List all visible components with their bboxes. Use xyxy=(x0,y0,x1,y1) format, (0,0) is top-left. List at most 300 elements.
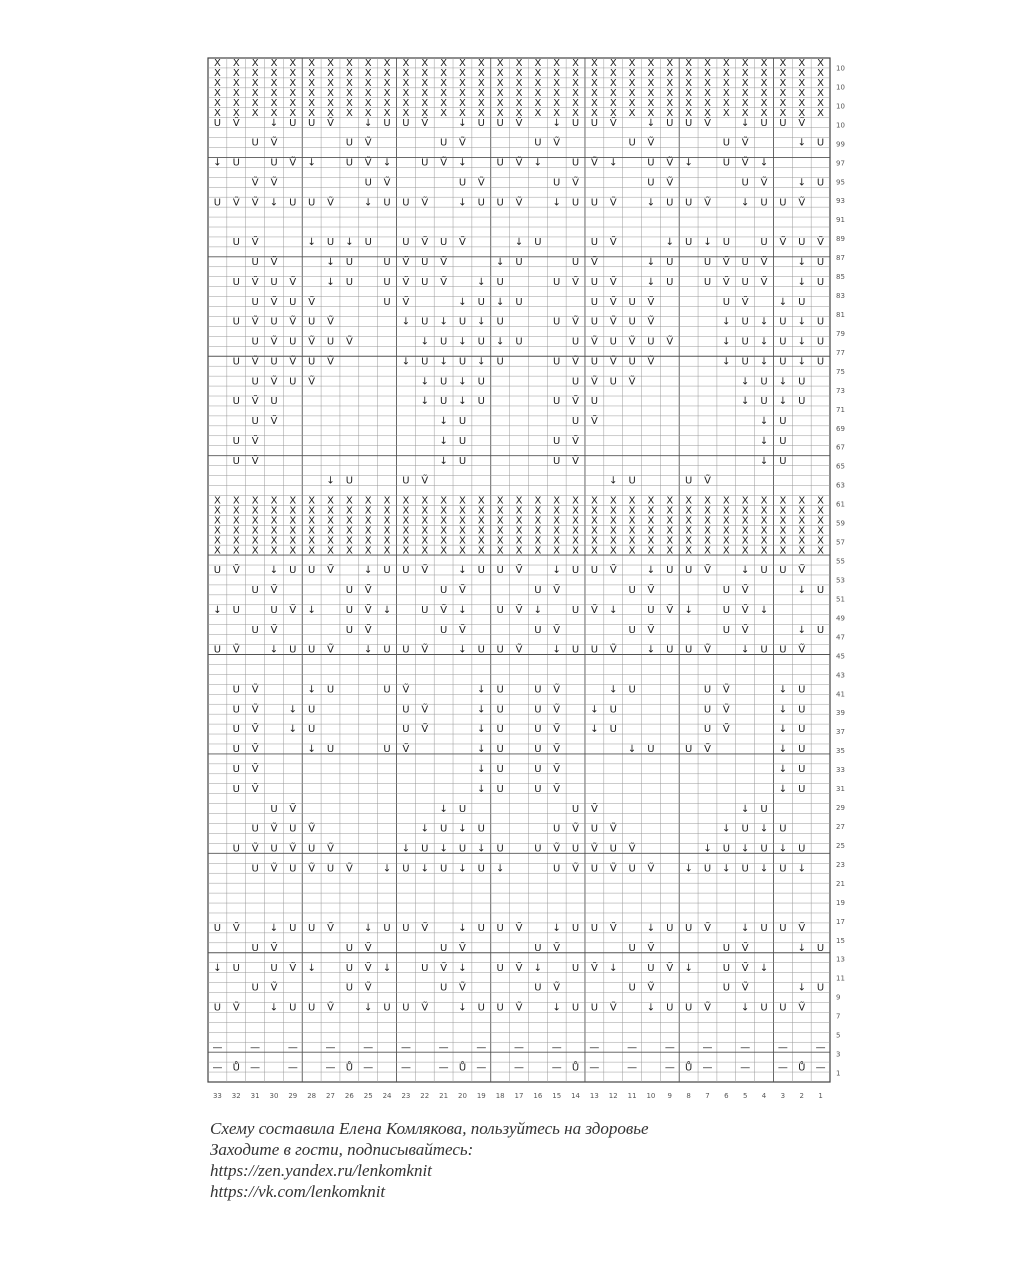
chart-symbol-V: Ṽ xyxy=(628,336,636,348)
chart-symbol-X: X xyxy=(214,107,221,119)
chart-symbol-A: ↓ xyxy=(665,237,674,249)
chart-symbol-X: X xyxy=(685,505,693,517)
chart-symbol-U: U xyxy=(270,316,278,328)
chart-symbol-X: X xyxy=(515,535,523,547)
chart-symbol-U: U xyxy=(703,704,712,716)
chart-symbol-A: ↓ xyxy=(684,604,693,616)
chart-symbol-U: U xyxy=(553,823,561,835)
chart-symbol-V: Ṽ xyxy=(553,704,561,716)
chart-symbol-U: U xyxy=(477,117,485,129)
caption-vk-link[interactable]: https://vk.com/lenkomknit xyxy=(210,1182,386,1201)
chart-symbol-X: X xyxy=(289,107,297,119)
chart-symbol-U: U xyxy=(345,604,354,616)
chart-symbol-X: X xyxy=(704,535,711,547)
chart-symbol-U: U xyxy=(553,435,561,447)
chart-symbol--: — xyxy=(438,1042,449,1054)
chart-symbol-U: U xyxy=(684,475,693,487)
chart-symbol-U: U xyxy=(779,455,787,467)
chart-symbol-U: U xyxy=(647,336,655,348)
chart-symbol-V: Ṽ xyxy=(704,1002,711,1014)
chart-symbol-A: ↓ xyxy=(741,197,750,209)
chart-symbol-X: X xyxy=(741,545,749,557)
chart-symbol--: — xyxy=(325,1042,336,1054)
chart-symbol-X: X xyxy=(214,505,221,517)
column-number-label: 27 xyxy=(326,1092,335,1100)
chart-symbol-X: X xyxy=(232,78,240,90)
chart-symbol-A: ↓ xyxy=(420,823,429,835)
chart-symbol-A: ↓ xyxy=(458,604,467,616)
chart-symbol-A: ↓ xyxy=(759,455,769,467)
chart-symbol-A: ↓ xyxy=(552,644,561,656)
column-number-label: 3 xyxy=(780,1092,786,1100)
chart-symbol-U: U xyxy=(439,823,448,835)
chart-symbol--: — xyxy=(400,1062,411,1074)
chart-symbol-X: X xyxy=(515,525,523,537)
chart-symbol-A: ↓ xyxy=(269,197,279,209)
row-number-label: 31 xyxy=(836,785,845,794)
row-number-label: 5 xyxy=(836,1031,841,1040)
chart-symbol-U: U xyxy=(741,276,749,288)
chart-symbol-A: ↓ xyxy=(382,962,392,974)
column-number-label: 31 xyxy=(250,1092,260,1100)
chart-symbol-X: X xyxy=(817,545,824,557)
chart-symbol-V: Ṽ xyxy=(421,704,429,716)
chart-symbol-X: X xyxy=(232,525,240,537)
chart-symbol-X: X xyxy=(421,545,429,557)
chart-symbol-U: U xyxy=(571,117,580,129)
chart-symbol-U: U xyxy=(816,624,825,636)
chart-symbol-A: ↓ xyxy=(382,157,392,169)
chart-symbol-V: Ṽ xyxy=(798,923,806,935)
chart-symbol-X: X xyxy=(534,525,542,537)
chart-symbol-X: X xyxy=(722,78,730,90)
chart-symbol-U: U xyxy=(722,157,730,169)
chart-symbol-U: U xyxy=(383,744,391,756)
chart-symbol-X: X xyxy=(609,97,617,109)
chart-symbol-X: X xyxy=(760,87,768,99)
chart-symbol-X: X xyxy=(609,68,617,80)
chart-symbol-U: U xyxy=(571,336,580,348)
chart-symbol-U: U xyxy=(534,137,542,149)
chart-symbol-X: X xyxy=(496,495,504,507)
chart-symbol-U: U xyxy=(590,197,599,209)
chart-symbol-U: U xyxy=(496,783,504,795)
chart-symbol-X: X xyxy=(251,58,259,70)
chart-symbol-U: U xyxy=(345,624,354,636)
chart-symbol-A: ↓ xyxy=(797,316,806,328)
chart-symbol-X: X xyxy=(345,525,353,537)
chart-symbol-X: X xyxy=(345,107,353,119)
chart-symbol-X: X xyxy=(270,87,278,99)
column-number-label: 21 xyxy=(439,1092,449,1100)
chart-symbol-V: Ṽ xyxy=(327,644,334,656)
chart-symbol-U: U xyxy=(571,962,580,974)
caption-author-line: Схему составила Елена Комлякова, пользуйтесь на здоровье xyxy=(210,1119,649,1138)
chart-symbol-U: U xyxy=(684,744,693,756)
chart-symbol-V: Ṽ xyxy=(647,137,655,149)
row-number-label: 87 xyxy=(836,254,845,263)
chart-symbol-U: U xyxy=(232,316,240,328)
chart-symbol-U: U xyxy=(760,1002,768,1014)
chart-symbol-X: X xyxy=(308,68,316,80)
chart-symbol-X: X xyxy=(251,87,259,99)
chart-symbol-V: Ṽ xyxy=(251,316,259,328)
chart-symbol-A: ↓ xyxy=(797,177,806,189)
chart-symbol-X: X xyxy=(628,107,636,119)
chart-symbol-X: X xyxy=(798,87,806,99)
chart-symbol-X: X xyxy=(647,68,655,80)
chart-symbol-X: X xyxy=(760,97,768,109)
row-number-label: 65 xyxy=(836,462,845,471)
chart-symbol-V: Ṽ xyxy=(722,684,730,696)
chart-symbol-U: U xyxy=(308,1002,316,1014)
chart-symbol-V: Ṽ xyxy=(515,604,523,616)
chart-symbol-A: ↓ xyxy=(741,923,750,935)
chart-symbol-V: Ṽ xyxy=(779,237,787,249)
chart-symbol-U: U xyxy=(534,684,542,696)
chart-symbol-U: U xyxy=(421,962,429,974)
chart-symbol-X: X xyxy=(722,107,730,119)
chart-symbol-V: Ṽ xyxy=(722,256,730,268)
chart-symbol-X: X xyxy=(440,535,448,547)
chart-symbol-V: Ṽ xyxy=(232,1002,240,1014)
chart-symbol-V: Ṽ xyxy=(364,982,372,994)
chart-symbol-U: U xyxy=(383,276,391,288)
chart-symbol-V: Ṽ xyxy=(798,1002,806,1014)
chart-symbol-V: Ṽ xyxy=(515,923,523,935)
chart-symbol-X: X xyxy=(289,58,297,70)
chart-symbol-U: U xyxy=(534,585,542,597)
chart-symbol-U: U xyxy=(628,863,636,875)
chart-symbol-V: Ṽ xyxy=(232,923,240,935)
chart-symbol-X: X xyxy=(421,535,429,547)
chart-symbol-U: U xyxy=(779,1002,787,1014)
chart-symbol-U: U xyxy=(722,137,730,149)
row-number-label: 61 xyxy=(836,500,845,509)
chart-symbol-X: X xyxy=(308,97,316,109)
chart-symbol-X: X xyxy=(251,97,259,109)
chart-symbol--: — xyxy=(287,1042,298,1054)
chart-symbol-V: Ṽ xyxy=(402,744,410,756)
chart-symbol-X: X xyxy=(383,58,391,70)
chart-symbol-V: Ṽ xyxy=(327,117,334,129)
chart-symbol-U: U xyxy=(779,356,787,368)
chart-symbol-U: U xyxy=(779,435,787,447)
chart-symbol-V: Ṽ xyxy=(459,237,466,249)
chart-symbol-X: X xyxy=(459,97,466,109)
chart-symbol-X: X xyxy=(647,107,655,119)
chart-symbol-U: U xyxy=(628,137,636,149)
chart-symbol-U: U xyxy=(326,336,335,348)
chart-symbol-X: X xyxy=(289,87,297,99)
chart-symbol-U: U xyxy=(760,565,768,577)
chart-symbol-V: Ṽ xyxy=(289,843,297,855)
chart-symbol-X: X xyxy=(685,545,693,557)
chart-symbol-X: X xyxy=(383,87,391,99)
chart-symbol-X: X xyxy=(722,535,730,547)
chart-symbol-U: U xyxy=(628,684,636,696)
chart-symbol-A: ↓ xyxy=(477,276,486,288)
column-number-label: 7 xyxy=(705,1092,710,1100)
chart-symbol-U: U xyxy=(553,396,561,408)
chart-symbol-U: U xyxy=(590,356,599,368)
chart-symbol-U: U xyxy=(553,276,561,288)
chart-symbol-X: X xyxy=(477,87,485,99)
chart-symbol-V: Ṽ xyxy=(345,336,353,348)
chart-symbol-X: X xyxy=(477,535,485,547)
chart-symbol-X: X xyxy=(270,545,278,557)
chart-symbol-X: X xyxy=(609,525,617,537)
chart-symbol-X: X xyxy=(798,525,806,537)
chart-symbol-X: X xyxy=(421,87,429,99)
chart-symbol-U: U xyxy=(722,585,730,597)
chart-symbol-A: ↓ xyxy=(533,157,543,169)
row-number-label: 79 xyxy=(836,329,845,338)
chart-symbol-X: X xyxy=(666,107,674,119)
chart-symbol-U: U xyxy=(308,704,316,716)
chart-symbol-U: U xyxy=(666,276,674,288)
chart-symbol-V: Ṽ xyxy=(421,644,429,656)
chart-symbol-X: X xyxy=(553,495,561,507)
chart-symbol-X: X xyxy=(817,78,824,90)
chart-symbol-X: X xyxy=(666,545,674,557)
chart-symbol-X: X xyxy=(572,535,579,547)
chart-symbol-U: U xyxy=(496,843,504,855)
column-number-label: 13 xyxy=(589,1092,599,1100)
chart-symbol-X: X xyxy=(515,87,523,99)
chart-symbol--: — xyxy=(250,1042,261,1054)
chart-symbol-U: U xyxy=(345,276,354,288)
chart-symbol-U: U xyxy=(477,565,485,577)
chart-symbol-X: X xyxy=(628,495,636,507)
chart-symbol-V: Ṽ xyxy=(515,117,523,129)
chart-symbol-U: U xyxy=(270,843,278,855)
chart-symbol-U: U xyxy=(308,117,316,129)
chart-symbol-X: X xyxy=(515,107,523,119)
chart-symbol-U: U xyxy=(647,962,655,974)
chart-symbol-X: X xyxy=(798,68,806,80)
chart-symbol-V: Ṽ xyxy=(609,296,617,308)
chart-symbol-U: U xyxy=(609,336,617,348)
chart-symbol-V: Ṽ xyxy=(798,644,806,656)
caption-zen-link[interactable]: https://zen.yandex.ru/lenkomknit xyxy=(210,1161,432,1180)
chart-symbol-U: U xyxy=(571,803,580,815)
chart-symbol-X: X xyxy=(741,68,749,80)
chart-symbol-X: X xyxy=(496,87,504,99)
chart-symbol-U: U xyxy=(722,604,730,616)
chart-symbol-X: X xyxy=(477,68,485,80)
chart-symbol-X: X xyxy=(308,78,316,90)
chart-symbol-X: X xyxy=(459,107,466,119)
chart-symbol-U: U xyxy=(798,843,806,855)
chart-symbol-U: U xyxy=(345,256,354,268)
chart-symbol-U: U xyxy=(439,376,448,388)
chart-symbol-U: U xyxy=(439,237,448,249)
chart-symbol-U: U xyxy=(477,1002,485,1014)
chart-symbol-U: U xyxy=(534,744,542,756)
chart-symbol-U: U xyxy=(496,644,504,656)
chart-symbol-V: Ṽ xyxy=(364,157,372,169)
row-number-label: 63 xyxy=(836,481,845,490)
chart-symbol-U: U xyxy=(722,296,730,308)
column-number-label: 22 xyxy=(420,1092,430,1100)
chart-symbol-U: U xyxy=(779,565,787,577)
column-number-label: 4 xyxy=(761,1092,767,1100)
chart-symbol-V: Ṽ xyxy=(421,197,429,209)
chart-symbol-U: U xyxy=(816,276,825,288)
chart-symbol-X: X xyxy=(402,535,410,547)
chart-symbol-U: U xyxy=(515,296,523,308)
chart-symbol-X: X xyxy=(685,58,693,70)
chart-symbol-X: X xyxy=(440,78,448,90)
chart-symbol-X: X xyxy=(590,68,598,80)
chart-symbol-V: Ṽ xyxy=(553,843,561,855)
chart-symbol-X: X xyxy=(308,515,316,527)
chart-symbol-A: ↓ xyxy=(797,863,806,875)
chart-symbol-V: Ṽ xyxy=(289,157,297,169)
chart-symbol-X: X xyxy=(232,58,240,70)
chart-symbol-X: X xyxy=(779,495,787,507)
chart-symbol-U: U xyxy=(722,624,730,636)
chart-symbol--: — xyxy=(740,1042,751,1054)
chart-symbol-X: X xyxy=(270,97,278,109)
chart-symbol-X: X xyxy=(572,97,579,109)
row-number-label: 15 xyxy=(836,936,845,945)
chart-symbol-U: U xyxy=(289,197,297,209)
chart-symbol-V: Ṽ xyxy=(572,356,579,368)
chart-symbol-V: Ṽ xyxy=(553,724,561,736)
chart-symbol-V: Ṽ xyxy=(722,276,730,288)
chart-symbol--: — xyxy=(815,1062,826,1074)
row-number-label: 29 xyxy=(836,804,845,813)
chart-symbol-V: Ṽ xyxy=(440,157,448,169)
chart-symbol-X: X xyxy=(270,107,278,119)
chart-symbol-U: U xyxy=(496,764,504,776)
chart-symbol-U: U xyxy=(703,863,712,875)
chart-symbol-U: U xyxy=(760,644,768,656)
chart-symbol-A: ↓ xyxy=(307,604,316,616)
chart-symbol-U: U xyxy=(553,455,561,467)
chart-symbol-X: X xyxy=(421,525,429,537)
chart-symbol-W: Ů xyxy=(232,1062,240,1074)
chart-symbol--: — xyxy=(627,1042,638,1054)
chart-symbol-X: X xyxy=(817,97,824,109)
chart-symbol--: — xyxy=(212,1042,223,1054)
chart-symbol-V: Ṽ xyxy=(270,137,278,149)
chart-symbol-U: U xyxy=(534,237,542,249)
row-number-label: 3 xyxy=(836,1050,841,1059)
chart-symbol-V: Ṽ xyxy=(327,565,334,577)
chart-symbol-U: U xyxy=(534,764,542,776)
row-number-label: 73 xyxy=(836,386,845,395)
chart-symbol-V: Ṽ xyxy=(609,356,617,368)
chart-symbol-V: Ṽ xyxy=(647,624,655,636)
chart-symbol-V: Ṽ xyxy=(741,137,749,149)
chart-symbol-X: X xyxy=(459,535,466,547)
chart-symbol-X: X xyxy=(572,515,579,527)
chart-symbol-U: U xyxy=(232,744,240,756)
chart-symbol-U: U xyxy=(421,356,429,368)
chart-symbol-X: X xyxy=(590,505,598,517)
chart-symbol-X: X xyxy=(553,545,561,557)
chart-symbol-V: Ṽ xyxy=(590,157,598,169)
chart-symbol-U: U xyxy=(816,585,825,597)
chart-symbol-A: ↓ xyxy=(646,644,656,656)
chart-symbol-U: U xyxy=(232,843,240,855)
chart-symbol-U: U xyxy=(816,982,825,994)
chart-symbol-U: U xyxy=(553,863,561,875)
chart-symbol-A: ↓ xyxy=(495,336,505,348)
chart-symbol-X: X xyxy=(722,97,730,109)
chart-symbol-U: U xyxy=(684,644,693,656)
chart-symbol-U: U xyxy=(383,117,391,129)
chart-symbol-U: U xyxy=(571,1002,580,1014)
chart-symbol-X: X xyxy=(553,87,561,99)
chart-symbol-V: Ṽ xyxy=(609,1002,617,1014)
chart-symbol-U: U xyxy=(741,823,749,835)
chart-symbol-X: X xyxy=(383,495,391,507)
chart-symbol-U: U xyxy=(308,197,316,209)
chart-symbol-V: Ṽ xyxy=(459,982,466,994)
chart-symbol-U: U xyxy=(439,396,448,408)
chart-symbol-X: X xyxy=(327,107,334,119)
chart-symbol-X: X xyxy=(440,68,448,80)
chart-symbol-X: X xyxy=(722,545,730,557)
chart-symbol-A: ↓ xyxy=(778,396,788,408)
chart-symbol-U: U xyxy=(741,256,749,268)
chart-symbol-V: Ṽ xyxy=(308,863,316,875)
chart-symbol-V: Ṽ xyxy=(402,256,410,268)
chart-symbol-V: Ṽ xyxy=(327,923,334,935)
chart-symbol-V: Ṽ xyxy=(609,863,617,875)
chart-symbol-V: Ṽ xyxy=(760,256,768,268)
chart-symbol-U: U xyxy=(308,316,316,328)
chart-symbol-U: U xyxy=(213,923,222,935)
row-number-label: 33 xyxy=(836,766,845,775)
chart-symbol-X: X xyxy=(817,505,824,517)
chart-symbol-X: X xyxy=(609,58,617,70)
chart-symbol-X: X xyxy=(798,97,806,109)
chart-symbol-A: ↓ xyxy=(646,197,656,209)
chart-symbol-V: Ṽ xyxy=(553,684,561,696)
column-number-label: 24 xyxy=(382,1092,392,1100)
row-number-label: 59 xyxy=(836,519,845,528)
chart-symbol-U: U xyxy=(816,177,825,189)
chart-symbol-X: X xyxy=(779,525,787,537)
chart-symbol-V: Ṽ xyxy=(553,764,561,776)
chart-symbol-V: Ṽ xyxy=(289,276,297,288)
chart-symbol-U: U xyxy=(326,237,335,249)
chart-symbol-X: X xyxy=(704,515,711,527)
chart-symbol-U: U xyxy=(760,396,768,408)
chart-symbol-X: X xyxy=(572,87,579,99)
row-number-label: 35 xyxy=(836,747,845,756)
chart-symbol-U: U xyxy=(496,604,504,616)
chart-symbol-X: X xyxy=(345,545,353,557)
chart-symbol-V: Ṽ xyxy=(515,1002,523,1014)
chart-symbol-V: Ṽ xyxy=(251,177,259,189)
chart-symbol-V: Ṽ xyxy=(590,256,598,268)
chart-symbol-X: X xyxy=(760,515,768,527)
chart-symbol-X: X xyxy=(214,495,221,507)
chart-symbol-X: X xyxy=(647,515,655,527)
chart-symbol-U: U xyxy=(571,256,580,268)
chart-symbol-X: X xyxy=(817,535,824,547)
chart-symbol-V: Ṽ xyxy=(515,565,523,577)
chart-symbol-X: X xyxy=(647,495,655,507)
chart-symbol-A: ↓ xyxy=(326,475,335,487)
chart-symbol-X: X xyxy=(440,87,448,99)
